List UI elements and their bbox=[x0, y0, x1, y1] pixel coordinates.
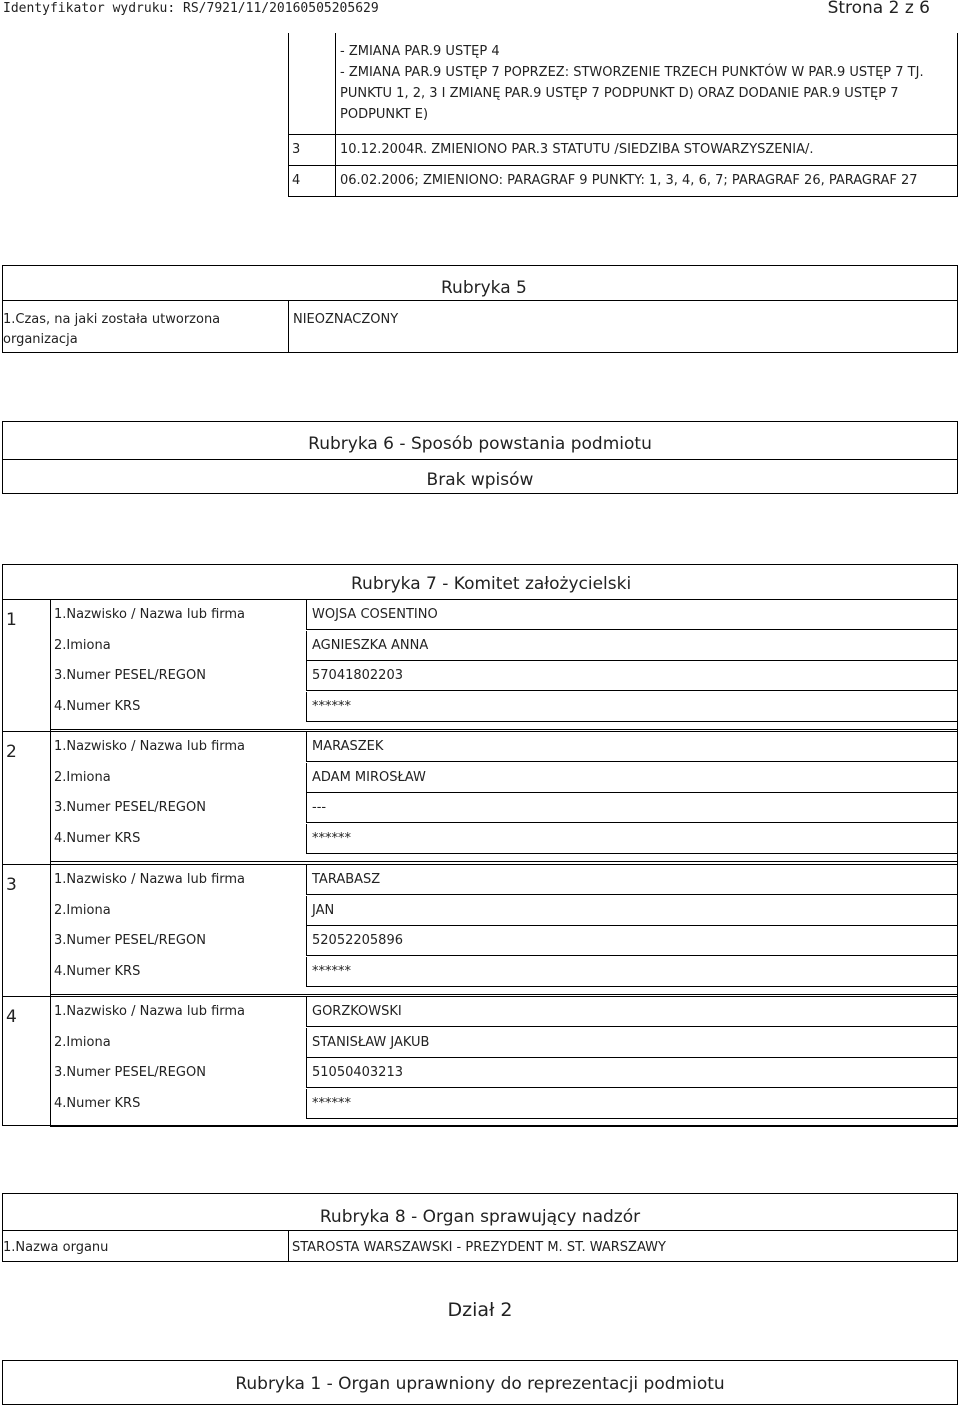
rubryka8-value: STAROSTA WARSZAWSKI - PREZYDENT M. ST. WARSZAWY bbox=[292, 1240, 666, 1255]
member-names-value: JAN bbox=[312, 903, 335, 918]
member-value-cell-border bbox=[306, 955, 958, 956]
change-number: 4 bbox=[292, 173, 301, 188]
member-surname-value: TARABASZ bbox=[312, 872, 381, 887]
member-value-cell-border bbox=[306, 692, 307, 721]
member-value-cell-border bbox=[306, 853, 958, 854]
member-surname-label: 1.Nazwisko / Nazwa lub firma bbox=[54, 607, 246, 622]
member-value-cell-border bbox=[306, 793, 307, 822]
member-value-cell-border bbox=[306, 926, 307, 955]
member-value-cell-border bbox=[306, 761, 958, 762]
member-number: 3 bbox=[6, 875, 17, 895]
rubryka6-header-line bbox=[2, 459, 958, 460]
member-names-value: ADAM MIROSŁAW bbox=[312, 770, 426, 785]
section-title: Dział 2 bbox=[447, 1299, 513, 1321]
rubryka5-label: 1.Czas, na jaki została utworzona bbox=[3, 312, 221, 327]
member-value-cell-border bbox=[306, 986, 958, 987]
changes-row-separator bbox=[288, 165, 958, 166]
member-separator bbox=[2, 731, 958, 732]
member-number: 4 bbox=[6, 1007, 17, 1027]
member-value-cell-border bbox=[306, 732, 307, 761]
member-names-label: 2.Imiona bbox=[54, 1035, 111, 1050]
rubryka5-divider bbox=[288, 300, 289, 353]
member-value-cell-border bbox=[306, 1057, 958, 1058]
change-line: PODPUNKT E) bbox=[340, 107, 429, 122]
member-names-label: 2.Imiona bbox=[54, 903, 111, 918]
member-number: 2 bbox=[6, 742, 17, 762]
member-krs-label: 4.Numer KRS bbox=[54, 964, 141, 979]
member-krs-label: 4.Numer KRS bbox=[54, 1096, 141, 1111]
member-value-cell-border bbox=[306, 661, 307, 690]
change-text: 06.02.2006; ZMIENIONO: PARAGRAF 9 PUNKTY: 1, 3, 4, 6, 7; PARAGRAF 26, PARAGRAF 27 bbox=[340, 173, 918, 188]
rubryka8-header-line bbox=[2, 1230, 958, 1231]
member-value-cell-border bbox=[306, 1058, 307, 1087]
member-value-cell-border bbox=[306, 600, 307, 629]
member-value-cell-border bbox=[306, 763, 307, 792]
member-value-cell-border bbox=[306, 824, 307, 853]
changes-table-divider bbox=[335, 33, 336, 196]
rubryka8-label: 1.Nazwa organu bbox=[3, 1240, 109, 1255]
member-krs-label: 4.Numer KRS bbox=[54, 699, 141, 714]
member-pesel-label: 3.Numer PESEL/REGON bbox=[54, 933, 206, 948]
member-value-cell-border bbox=[306, 865, 307, 894]
rubryka8-title: Rubryka 8 - Organ sprawujący nadzór bbox=[319, 1207, 641, 1227]
rubryka7-number-column-line bbox=[50, 599, 51, 1126]
change-line: - ZMIANA PAR.9 USTĘP 7 POPRZEZ: STWORZENIE TRZECH PUNKTÓW W PAR.9 USTĘP 7 TJ. bbox=[340, 65, 924, 80]
changes-row-separator bbox=[288, 134, 958, 135]
member-surname-value: GORZKOWSKI bbox=[312, 1004, 402, 1019]
member-block-footer-line bbox=[50, 861, 958, 862]
rubryka6-empty-note: Brak wpisów bbox=[426, 470, 534, 490]
rubryka7-header-line bbox=[2, 599, 958, 600]
changes-table-left-border bbox=[288, 33, 289, 196]
rubryka7-box bbox=[2, 564, 958, 1126]
change-line: PUNKTU 1, 2, 3 I ZMIANĘ PAR.9 USTĘP 7 PODPUNKT D) ORAZ DODANIE PAR.9 USTĘP 7 bbox=[340, 86, 899, 101]
changes-table-right-border bbox=[957, 33, 958, 196]
member-names-value: AGNIESZKA ANNA bbox=[312, 638, 429, 653]
member-pesel-value: 52052205896 bbox=[312, 933, 403, 948]
member-krs-label: 4.Numer KRS bbox=[54, 831, 141, 846]
member-value-cell-border bbox=[306, 997, 307, 1026]
page-number: Strona 2 z 6 bbox=[827, 0, 930, 18]
member-value-cell-border bbox=[306, 1089, 307, 1118]
member-value-cell-border bbox=[306, 721, 958, 722]
rubryka6-title: Rubryka 6 - Sposób powstania podmiotu bbox=[308, 434, 652, 454]
member-block-footer-line bbox=[50, 994, 958, 995]
member-value-cell-border bbox=[306, 896, 307, 925]
member-value-cell-border bbox=[306, 631, 307, 660]
member-value-cell-border bbox=[306, 1028, 307, 1057]
rubryka5-header-line bbox=[2, 300, 958, 301]
member-value-cell-border bbox=[306, 1026, 958, 1027]
member-value-cell-border bbox=[306, 822, 958, 823]
change-text: 10.12.2004R. ZMIENIONO PAR.3 STATUTU /SIEDZIBA STOWARZYSZENIA/. bbox=[340, 142, 814, 157]
member-value-cell-border bbox=[306, 1087, 958, 1088]
member-value-cell-border bbox=[306, 690, 958, 691]
member-value-cell-border bbox=[306, 660, 958, 661]
member-value-cell-border bbox=[306, 1118, 958, 1119]
member-separator bbox=[2, 996, 958, 997]
member-pesel-label: 3.Numer PESEL/REGON bbox=[54, 668, 206, 683]
member-surname-label: 1.Nazwisko / Nazwa lub firma bbox=[54, 1004, 246, 1019]
member-value-cell-border bbox=[306, 957, 307, 986]
rubryka5-value: NIEOZNACZONY bbox=[293, 312, 399, 327]
member-surname-value: MARASZEK bbox=[312, 739, 384, 754]
dzial2-rubryka1-title: Rubryka 1 - Organ uprawniony do reprezentacji podmiotu bbox=[235, 1374, 725, 1394]
member-value-cell-border bbox=[306, 894, 958, 895]
member-pesel-label: 3.Numer PESEL/REGON bbox=[54, 800, 206, 815]
member-surname-label: 1.Nazwisko / Nazwa lub firma bbox=[54, 739, 246, 754]
rubryka5-title: Rubryka 5 bbox=[441, 278, 527, 298]
member-number: 1 bbox=[6, 610, 17, 630]
change-line: - ZMIANA PAR.9 USTĘP 4 bbox=[340, 44, 500, 59]
member-krs-value: ****** bbox=[312, 964, 351, 979]
rubryka8-divider bbox=[288, 1230, 289, 1262]
member-surname-label: 1.Nazwisko / Nazwa lub firma bbox=[54, 872, 246, 887]
member-surname-value: WOJSA COSENTINO bbox=[312, 607, 438, 622]
member-names-value: STANISŁAW JAKUB bbox=[312, 1035, 430, 1050]
member-value-cell-border bbox=[306, 792, 958, 793]
change-number: 3 bbox=[292, 142, 301, 157]
print-identifier: Identyfikator wydruku: RS/7921/11/20160505205629 bbox=[3, 1, 379, 16]
member-krs-value: ****** bbox=[312, 1096, 351, 1111]
member-block-footer-line bbox=[50, 729, 958, 730]
member-pesel-label: 3.Numer PESEL/REGON bbox=[54, 1065, 206, 1080]
member-pesel-value: 57041802203 bbox=[312, 668, 403, 683]
member-pesel-value: 51050403213 bbox=[312, 1065, 403, 1080]
member-separator bbox=[2, 864, 958, 865]
member-krs-value: ****** bbox=[312, 699, 351, 714]
rubryka5-label-cont: organizacja bbox=[3, 332, 78, 347]
member-value-cell-border bbox=[306, 925, 958, 926]
rubryka7-title: Rubryka 7 - Komitet założycielski bbox=[351, 574, 632, 594]
member-pesel-value: --- bbox=[312, 800, 327, 815]
member-krs-value: ****** bbox=[312, 831, 351, 846]
member-names-label: 2.Imiona bbox=[54, 638, 111, 653]
member-names-label: 2.Imiona bbox=[54, 770, 111, 785]
member-value-cell-border bbox=[306, 629, 958, 630]
member-block-footer-line bbox=[50, 1126, 958, 1127]
changes-row-separator bbox=[288, 196, 958, 197]
